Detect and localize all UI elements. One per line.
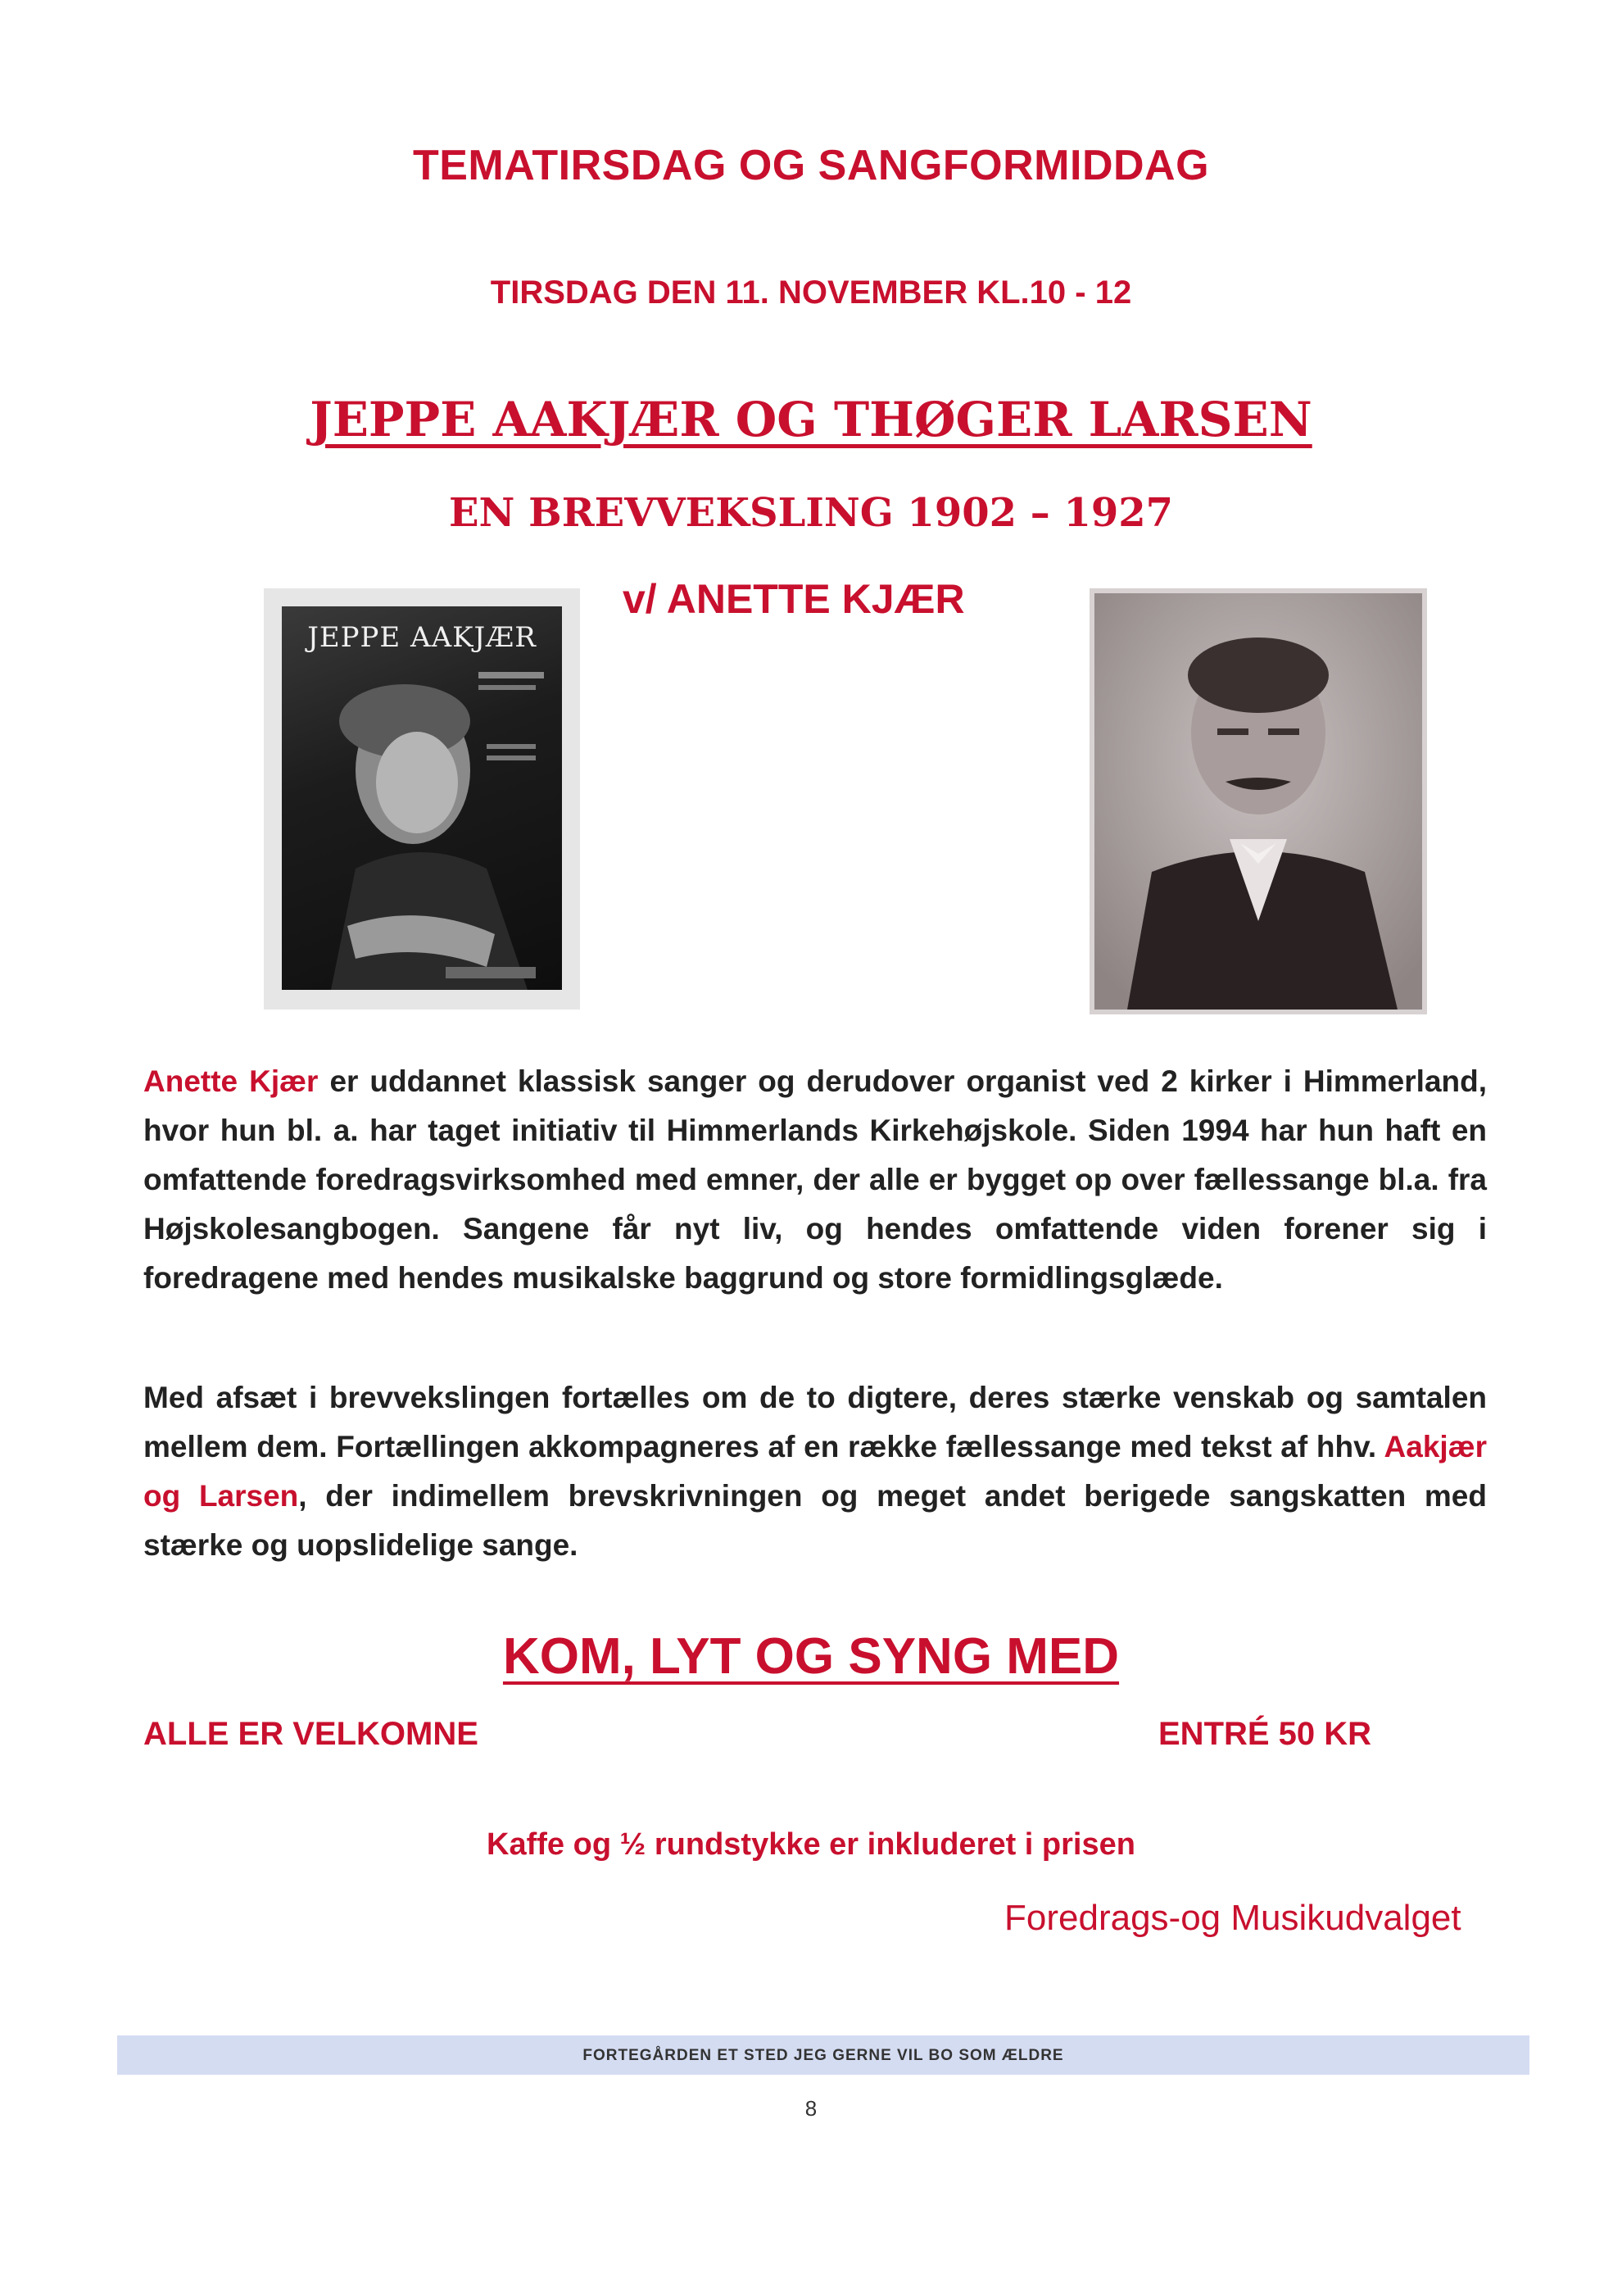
page-footer-text: FORTEGÅRDEN ET STED JEG GERNE VIL BO SOM ÆLDRE: [582, 2047, 1064, 2064]
entry-price: ENTRÉ 50 KR: [1158, 1716, 1372, 1752]
event-date: TIRSDAG DEN 11. NOVEMBER KL.10 - 12: [490, 275, 1132, 311]
page-footer-bar: [117, 2035, 1529, 2075]
event-subheading: EN BREVVEKSLING 1902 – 1927: [448, 490, 1174, 536]
coffee-note: Kaffe og ½ rundstykke er inkluderet i prisen: [487, 1827, 1135, 1862]
presenter-name: v/ ANETTE KJÆR: [623, 576, 965, 622]
portrait-illustration: [1094, 593, 1422, 1010]
welcome-note: ALLE ER VELKOMNE: [143, 1716, 478, 1752]
bio-text: er uddannet klassisk sanger og derudover organist ved 2 kirker i Himmerland, hvor hun bl. a. har taget initiativ til Himmerlands Kirkehøjskole. Siden 1994 har hun haft en omfattende foredragsvirksomhed med emner, der alle er bygget op over fællessange bl.a. fra Højskolesangbogen. Sangene får nyt liv, og hendes omfattende viden forener sig i foredragene med hendes musikalske baggrund og store formidlingsglæde.: [143, 1064, 1488, 1295]
organizer-signature: Foredrags-og Musikudvalget: [1004, 1898, 1461, 1938]
book-cover: [282, 606, 562, 990]
page-number: 8: [804, 2096, 818, 2121]
presenter-bio-paragraph: [143, 1057, 1487, 1303]
presenter-name-highlight: Anette Kjær: [143, 1064, 319, 1098]
description-text-part2: , der indimellem brevskrivningen og meget andet berigede sangskatten med stærke og uopslidelige sange.: [143, 1479, 1487, 1562]
call-to-action: KOM, LYT OG SYNG MED: [502, 1628, 1120, 1685]
book-cover-title: JEPPE AAKJÆR: [307, 621, 537, 654]
poets-names-highlight: Aakjær og Larsen: [143, 1430, 1487, 1513]
portrait-photo: [1090, 588, 1427, 1014]
event-series-title: TEMATIRSDAG OG SANGFORMIDDAG: [412, 142, 1210, 189]
description-text-part1: Med afsæt i brevvekslingen fortælles om de to digtere, deres stærke venskab og samtalen mellem dem. Fortællingen akkompagneres af en række fællessange med tekst af hhv.: [143, 1381, 1487, 1463]
event-description-paragraph: [143, 1373, 1487, 1570]
book-cover-image: [264, 588, 580, 1010]
book-portrait-illustration: [282, 606, 562, 990]
event-heading: JEPPE AAKJÆR OG THØGER LARSEN: [310, 392, 1312, 447]
